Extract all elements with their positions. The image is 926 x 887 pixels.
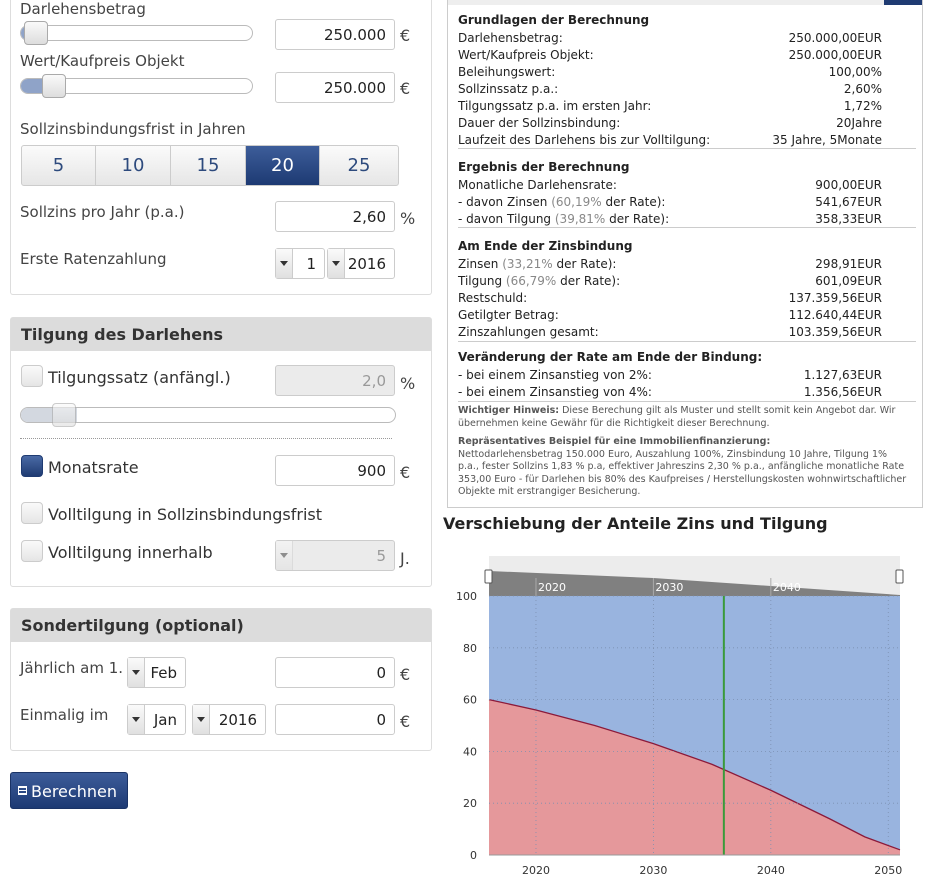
summary-row-value: 1.127,63EUR [803,368,882,382]
summary-row [458,195,916,212]
summary-box [447,5,923,508]
once-month-value: Jan [153,711,177,729]
rate-input[interactable]: 2,60 [275,201,395,232]
chevron-down-icon [193,705,210,734]
summary-row-label: - davon Zinsen [458,195,552,209]
change-title: Veränderung der Rate am Ende der Bindung: [458,350,763,364]
summary-row-label: Zinsen [458,257,503,271]
navigator-handle-right [896,570,903,583]
change-section [458,350,916,402]
summary-row-label: Getilgter Betrag: [458,308,559,322]
y-tick-label: 80 [463,641,477,655]
yearly-unit: € [400,665,411,684]
property-unit: € [400,79,411,98]
rate-option-unit: % [400,374,416,393]
fixed-period-10[interactable]: 10 [95,145,171,186]
full-fixed-checkbox[interactable] [21,502,43,524]
summary-row [458,116,916,133]
once-year-value: 2016 [218,711,257,729]
summary-row-percent: (33,21% [502,257,553,271]
full-within-label[interactable]: Volltilgung innerhalb [48,543,213,562]
summary-row-label: - bei einem Zinsanstieg von 2%: [458,368,652,382]
summary-row-label: Beleihungswert: [458,65,556,79]
summary-row-label: Monatliche Darlehensrate: [458,178,617,192]
fixed-period-label: Sollzinsbindungsfrist in Jahren [20,120,246,138]
summary-row [458,368,916,385]
chevron-down-icon [328,249,345,278]
once-label: Einmalig im [20,706,109,724]
divider [458,401,916,402]
once-year-select[interactable] [192,704,266,735]
amount-unit: € [400,26,411,45]
summary-row-label: - davon Tilgung [458,212,555,226]
divider [458,227,916,228]
example-note [458,436,908,499]
chevron-down-icon [276,249,293,278]
navigator-label: 2030 [655,581,684,594]
summary-row [458,82,916,99]
summary-row-value: 100,00% [828,65,882,79]
chevron-down-icon [128,705,145,734]
summary-row-percent: (60,19% [551,195,602,209]
amount-label: Darlehensbetrag [20,0,146,18]
disclaimer-title: Wichtiger Hinweis: [458,405,560,416]
chevron-down-icon [276,541,293,570]
fixed-period-15[interactable]: 15 [170,145,246,186]
fixed-period-5[interactable]: 5 [21,145,96,186]
rate-label: Sollzins pro Jahr (p.a.) [20,203,185,221]
first-payment-month-select[interactable] [275,248,325,279]
full-fixed-label[interactable]: Volltilgung in Sollzinsbindungsfrist [48,505,322,524]
summary-row-value: 250.000,00EUR [788,31,882,45]
divider [458,148,916,149]
summary-row-value: 103.359,56EUR [788,325,882,339]
summary-row [458,48,916,65]
summary-row-value: 250.000,00EUR [788,48,882,62]
property-label: Wert/Kaufpreis Objekt [20,52,185,70]
yearly-month-select[interactable] [127,657,186,688]
summary-row-value: 358,33EUR [815,212,882,226]
summary-row-value: 1,72% [843,99,882,113]
property-slider-thumb[interactable] [42,74,66,98]
end-title: Am Ende der Zinsbindung [458,239,633,253]
summary-row-value: 20Jahre [836,116,882,130]
y-tick-label: 0 [470,849,477,862]
summary-row-label: Darlehensbetrag: [458,31,563,45]
summary-row [458,291,916,308]
divider [20,438,392,439]
result-title: Ergebnis der Berechnung [458,160,630,174]
special-title: Sondertilgung (optional) [11,609,431,642]
property-slider-fill [21,79,44,93]
x-tick-label: 2040 [756,864,785,877]
basis-title: Grundlagen der Berechnung [458,13,650,27]
share-chart [440,550,926,887]
rate-unit: % [400,209,416,228]
y-tick-label: 60 [463,693,477,707]
repayment-rate-slider-thumb[interactable] [52,403,76,427]
summary-row [458,325,916,342]
example-title: Repräsentatives Beispiel für eine Immobilienfinanzierung: [458,436,771,447]
summary-row-value: 112.640,44EUR [788,308,882,322]
navigator-handle-left [485,570,492,583]
x-tick-label: 2030 [639,864,668,877]
fixed-period-20[interactable]: 20 [245,145,320,186]
navigator-label: 2020 [537,581,566,594]
summary-row-suffix: der Rate): [601,195,666,209]
summary-row [458,308,916,325]
summary-row [458,257,916,274]
summary-row [458,99,916,116]
summary-row-suffix: der Rate): [605,212,670,226]
summary-row-label: Sollzinssatz p.a.: [458,82,559,96]
rate-option-checkbox[interactable] [21,365,43,387]
summary-row-label: Tilgung [458,274,506,288]
y-tick-label: 100 [456,590,477,603]
summary-row-percent: (39,81% [554,212,606,226]
summary-row-label: Laufzeit des Darlehens bis zur Volltilgung: [458,133,711,147]
disclaimer-text: Diese Berechung gilt als Muster und stellt somit kein Angebot dar. Wir übernehmen keine Gewähr für die Richtigkeit dieser Berechnung. [458,405,896,429]
summary-row [458,178,916,195]
summary-row [458,31,916,48]
calculate-button[interactable] [10,772,128,809]
first-payment-year-value: 2016 [347,255,386,273]
amount-slider[interactable] [20,25,253,41]
amount-slider-thumb[interactable] [24,21,48,45]
summary-row [458,65,916,82]
summary-row-value: 541,67EUR [815,195,882,209]
summary-row-value: 601,09EUR [815,274,882,288]
property-input[interactable]: 250.000 [275,72,395,103]
summary-row-suffix: der Rate): [552,257,617,271]
full-within-unit: J. [400,549,410,568]
monthly-option-label[interactable]: Monatsrate [48,458,139,477]
rate-option-input[interactable]: 2,0 [275,365,395,396]
yearly-label: Jährlich am 1. [20,659,124,677]
divider [458,341,916,342]
summary-row-label: Wert/Kaufpreis Objekt: [458,48,594,62]
repayment-rate-slider[interactable] [20,407,396,423]
once-unit: € [400,712,411,731]
once-month-select[interactable] [127,704,186,735]
summary-row-value: 298,91EUR [815,257,882,271]
summary-row-value: 900,00EUR [815,178,882,192]
summary-row [458,385,916,402]
chevron-down-icon [128,658,145,687]
rate-option-label[interactable]: Tilgungssatz (anfängl.) [48,368,231,387]
monthly-option-input[interactable]: 900 [275,455,395,486]
end-section [458,239,916,342]
summary-row-value: 137.359,56EUR [788,291,882,305]
monthly-option-checkbox[interactable] [21,455,43,477]
monthly-option-unit: € [400,463,411,482]
summary-row-label: Dauer der Sollzinsbindung: [458,116,621,130]
x-tick-label: 2050 [874,864,903,877]
basis-section [458,13,916,150]
y-tick-label: 40 [463,745,477,759]
yearly-month-value: Feb [150,664,177,682]
repayment-title: Tilgung des Darlehens [11,318,431,351]
example-text: Nettodarlehensbetrag 150.000 Euro, Auszahlung 100%, Zinsbindung 10 Jahre, Tilgung 1% p.a., fester Sollzins 1,83 % p.a, effektiver Jahreszins 2,30 % p.a., anfängliche monatliche Rate 353,00 Euro - für Darlehen bis 80% des Kaufpreises / Herstellungskosten wohnwirtschaftlicher Objekte mit erstrangiger Besicherung. [458,448,907,497]
summary-row-label: Restschuld: [458,291,528,305]
full-within-select[interactable] [275,540,395,571]
disclaimer [458,405,908,430]
amount-input[interactable]: 250.000 [275,19,395,50]
chart-title: Verschiebung der Anteile Zins und Tilgung [443,514,828,533]
full-within-value: 5 [376,547,386,565]
first-payment-month-value: 1 [306,255,316,273]
yearly-input[interactable]: 0 [275,657,395,688]
first-payment-label: Erste Ratenzahlung [20,250,167,268]
summary-row-value: 35 Jahre, 5Monate [772,133,882,147]
navigator-label: 2040 [772,581,801,594]
first-payment-year-select[interactable] [327,248,395,279]
summary-row-label: - bei einem Zinsanstieg von 4%: [458,385,652,399]
calculate-button-label: Berechnen [31,782,117,801]
summary-row-label: Zinszahlungen gesamt: [458,325,599,339]
result-section [458,160,916,229]
summary-row-suffix: der Rate): [556,274,621,288]
y-tick-label: 20 [463,797,477,811]
x-tick-label: 2020 [521,864,550,877]
full-within-checkbox[interactable] [21,540,43,562]
summary-row-value: 1.356,56EUR [803,385,882,399]
summary-row-value: 2,60% [843,82,882,96]
summary-row-percent: (66,79% [505,274,557,288]
fixed-period-25[interactable]: 25 [319,145,399,186]
summary-row [458,274,916,291]
once-input[interactable]: 0 [275,704,395,735]
summary-row-label: Tilgungssatz p.a. im ersten Jahr: [458,99,652,113]
calculator-icon [18,786,27,795]
